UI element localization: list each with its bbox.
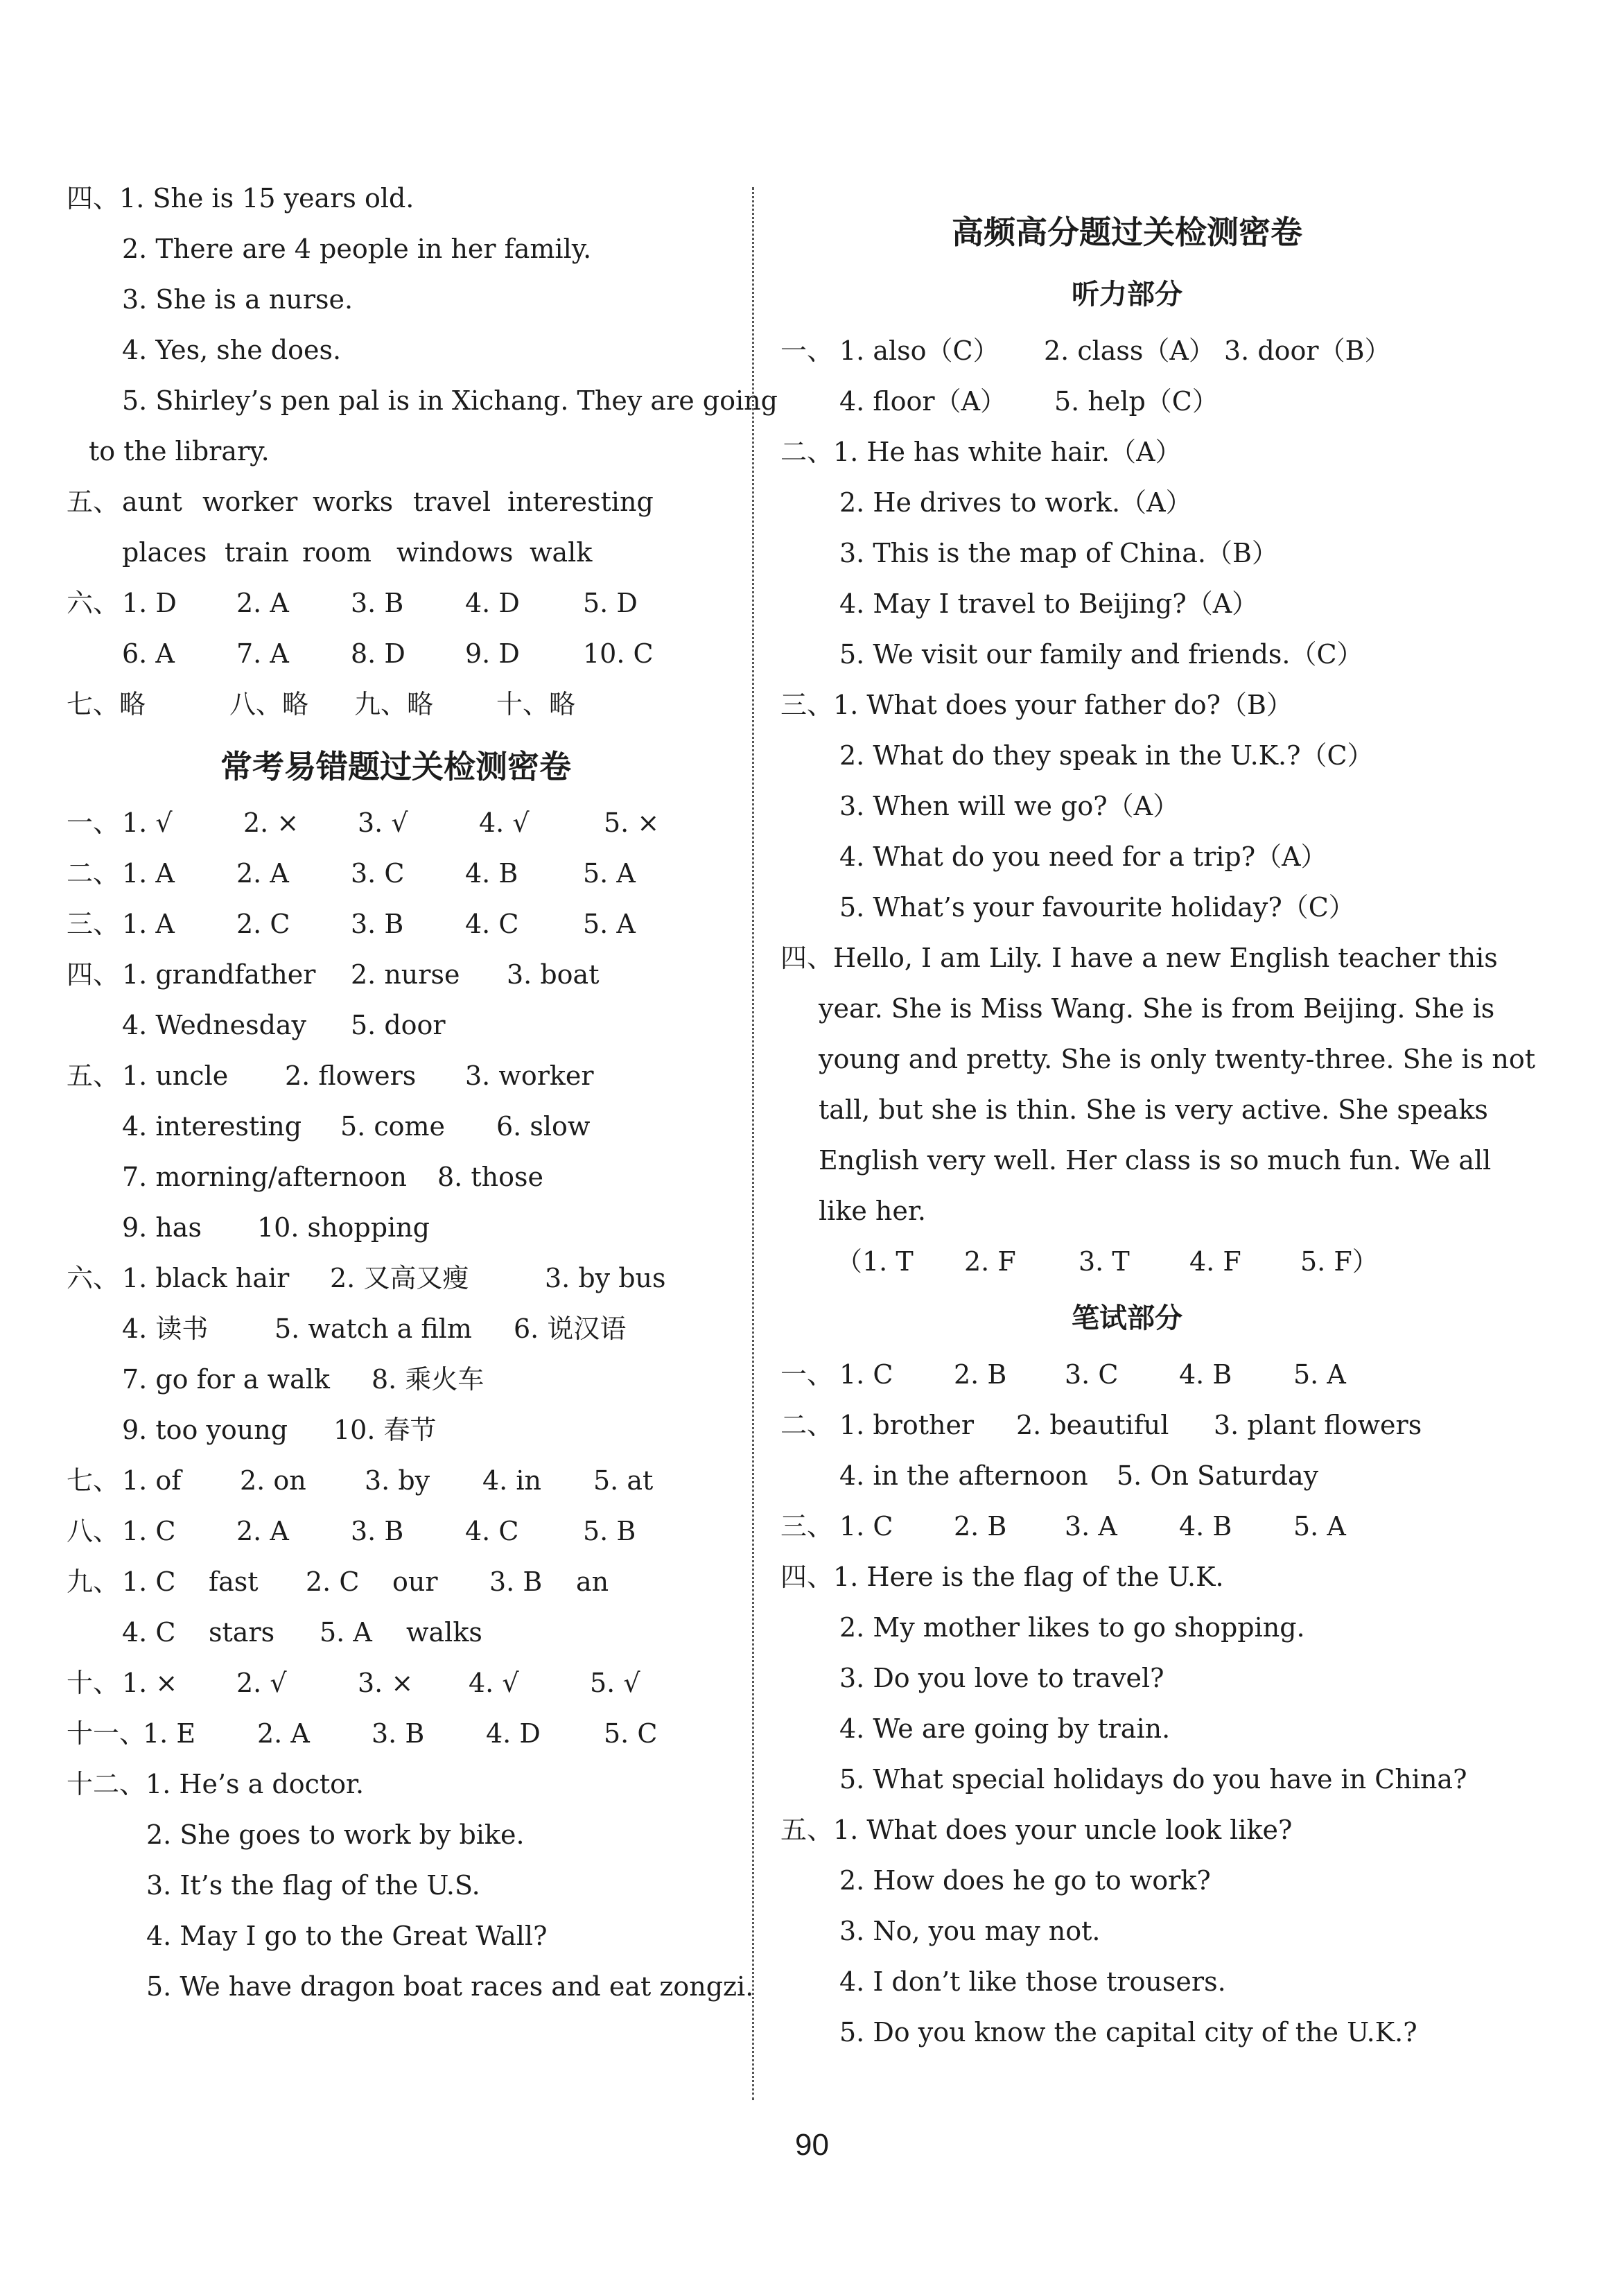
answer-line: 一、 1. C 2. B 3. C 4. B 5. A — [780, 1350, 1474, 1400]
page-number: 90 — [795, 2128, 829, 2162]
answer-line: 十二、1. He’s a doctor. — [67, 1769, 365, 1799]
answer-line: 2. He drives to work.（A） — [839, 487, 1192, 518]
answer-line: 三、 1. A 2. C 3. B 4. C 5. A — [67, 899, 725, 950]
answer-line: 5. We visit our family and friends.（C） — [839, 639, 1363, 670]
answer-line: 七、 1. of 2. on 3. by 4. in 5. at — [67, 1456, 725, 1506]
answer-line: 7. go for a walk 8. 乘火车 — [122, 1364, 484, 1395]
section-label: 一、 — [67, 807, 120, 838]
answer-line: like her. — [819, 1196, 926, 1226]
subheading-listening: 听力部分 — [1072, 279, 1182, 311]
answer-line: 2. There are 4 people in her family. — [122, 234, 592, 264]
answer-line: 二、 1. A 2. A 3. C 4. B 5. A — [67, 848, 725, 899]
answer-line: 十、 1. × 2. √ 3. × 4. √ 5. √ — [67, 1658, 725, 1709]
answer-line: 七、略 八、略 九、略 十、略 — [67, 689, 576, 719]
answer-line: 2. How does he go to work? — [839, 1865, 1211, 1896]
answer-line: 2. She goes to work by bike. — [146, 1819, 525, 1850]
section-label: 十、 — [67, 1668, 120, 1698]
section-label: 三、 — [780, 690, 834, 720]
answer-line: 八、 1. C 2. A 3. B 4. C 5. B — [67, 1506, 725, 1557]
answer-line: to the library. — [89, 436, 270, 466]
answer-line: 5. Do you know the capital city of the U.K.? — [839, 2017, 1417, 2047]
section-label: 四、 — [780, 943, 834, 973]
answer-line: places train room windows walk — [122, 537, 593, 568]
answer-line: English very well. Her class is so much fun. We all — [819, 1145, 1492, 1176]
answer-line: 9. too young 10. 春节 — [122, 1415, 437, 1445]
right-column — [780, 201, 1535, 2058]
section-label: 十一、 — [67, 1718, 146, 1749]
answer-line: 3. It’s the flag of the U.S. — [146, 1870, 480, 1901]
answer-line: （1. T 2. F 3. T 4. F 5. F） — [836, 1246, 1379, 1277]
answer-line: young and pretty. She is only twenty-three. She is not — [819, 1044, 1535, 1074]
answer-line: 5. What’s your favourite holiday?（C） — [839, 892, 1355, 923]
answer-line: 二、1. He has white hair.（A） — [780, 437, 1182, 467]
section-label: 三、 — [780, 1511, 834, 1542]
answer-line: 4. What do you need for a trip?（A） — [839, 841, 1327, 872]
section-label: 三、 — [67, 909, 120, 939]
section-label: 五、 — [67, 1060, 120, 1091]
answer-line: 六、 1. D 2. A 3. B 4. D 5. D — [67, 578, 725, 629]
section-label: 二、 — [780, 1410, 834, 1440]
answer-line: 4. floor（A） 5. help（C） — [839, 386, 1219, 417]
section-label: 八、 — [67, 1516, 120, 1546]
answer-line: 五、1. What does your uncle look like? — [780, 1815, 1293, 1845]
section-label: 九、 — [67, 1566, 120, 1597]
answer-line: 4. May I travel to Beijing?（A） — [839, 588, 1259, 619]
answer-line: 4. I don’t like those trousers. — [839, 1966, 1226, 1997]
answer-line: 四、Hello, I am Lily. I have a new English teacher this — [780, 943, 1498, 973]
answer-line: 5. What special holidays do you have in China? — [839, 1764, 1467, 1795]
answer-line: 五、 1. uncle 2. flowers 3. worker — [67, 1051, 725, 1101]
section-label: 五、 — [780, 1815, 834, 1845]
answer-line: 9. has 10. shopping — [122, 1212, 430, 1243]
answer-line: 四、1. She is 15 years old. — [67, 183, 414, 213]
answer-line: 4. in the afternoon 5. On Saturday — [839, 1460, 1319, 1491]
answer-line: 4. interesting 5. come 6. slow — [122, 1111, 591, 1142]
answer-line: 7. morning/afternoon 8. those — [122, 1162, 543, 1192]
answer-line: 3. Do you love to travel? — [839, 1663, 1164, 1693]
answer-line: 3. When will we go?（A） — [839, 791, 1180, 821]
answer-line: 一、 1. also（C） 2. class（A） 3. door（B） — [780, 326, 1474, 376]
answer-line: 3. This is the map of China.（B） — [839, 538, 1278, 568]
section-label: 六、 — [67, 1263, 120, 1293]
answer-line: tall, but she is thin. She is very active. She speaks — [819, 1094, 1488, 1125]
answer-line: 4. May I go to the Great Wall? — [146, 1921, 548, 1951]
section-label: 六、 — [67, 588, 120, 618]
answer-line: 5. We have dragon boat races and eat zongzi. — [146, 1971, 754, 2002]
section-heading: 高频高分题过关检测密卷 — [952, 213, 1302, 251]
section-label: 二、 — [67, 858, 120, 889]
answer-line: 一、 1. √ 2. × 3. √ 4. √ 5. × — [67, 798, 725, 848]
answer-line: 九、 1. C fast 2. C our 3. B an — [67, 1557, 725, 1607]
section-label: 一、 — [780, 335, 834, 366]
answer-line: 4. Wednesday 5. door — [122, 1010, 446, 1040]
answer-line: 4. 读书 5. watch a film 6. 说汉语 — [122, 1313, 627, 1344]
column-divider — [752, 187, 754, 2100]
left-column — [67, 173, 778, 2012]
section-label: 四、 — [67, 183, 120, 213]
answer-line: 四、1. Here is the flag of the U.K. — [780, 1562, 1224, 1592]
answer-line: 四、 1. grandfather 2. nurse 3. boat — [67, 950, 725, 1000]
answer-line: 2. What do they speak in the U.K.?（C） — [839, 740, 1374, 771]
answer-line: 三、1. What does your father do?（B） — [780, 690, 1293, 720]
section-label: 四、 — [67, 959, 120, 990]
answer-line: 二、 1. brother 2. beautiful 3. plant flowers — [780, 1400, 1474, 1451]
section-label: 二、 — [780, 437, 834, 467]
answer-line: 4. We are going by train. — [839, 1713, 1171, 1744]
answer-line: 五、 aunt worker works travel interesting — [67, 477, 725, 527]
answer-line: 3. She is a nurse. — [122, 284, 353, 315]
answer-line: 十一、 1. E 2. A 3. B 4. D 5. C — [67, 1709, 725, 1759]
section-heading: 常考易错题过关检测密卷 — [220, 748, 571, 785]
section-label: 五、 — [67, 487, 120, 517]
answer-line: 三、 1. C 2. B 3. A 4. B 5. A — [780, 1501, 1474, 1552]
section-label: 四、 — [780, 1562, 834, 1592]
section-label: 十二、 — [67, 1769, 146, 1799]
answer-line: 4. C stars 5. A walks — [122, 1617, 482, 1648]
answer-line: 4. Yes, she does. — [122, 335, 342, 365]
answer-line: year. She is Miss Wang. She is from Beijing. She is — [819, 993, 1495, 1024]
section-label: 七、 — [67, 1465, 120, 1496]
answer-line: 六、 1. black hair 2. 又高又瘦 3. by bus — [67, 1253, 725, 1304]
subheading-written: 笔试部分 — [1072, 1302, 1182, 1334]
section-label: 一、 — [780, 1359, 834, 1390]
answer-line: 2. My mother likes to go shopping. — [839, 1612, 1305, 1643]
answer-line: 6. A 7. A 8. D 9. D 10. C — [122, 638, 654, 669]
answer-line: 5. Shirley’s pen pal is in Xichang. They are going — [122, 385, 778, 416]
answer-line: 3. No, you may not. — [839, 1916, 1101, 1946]
